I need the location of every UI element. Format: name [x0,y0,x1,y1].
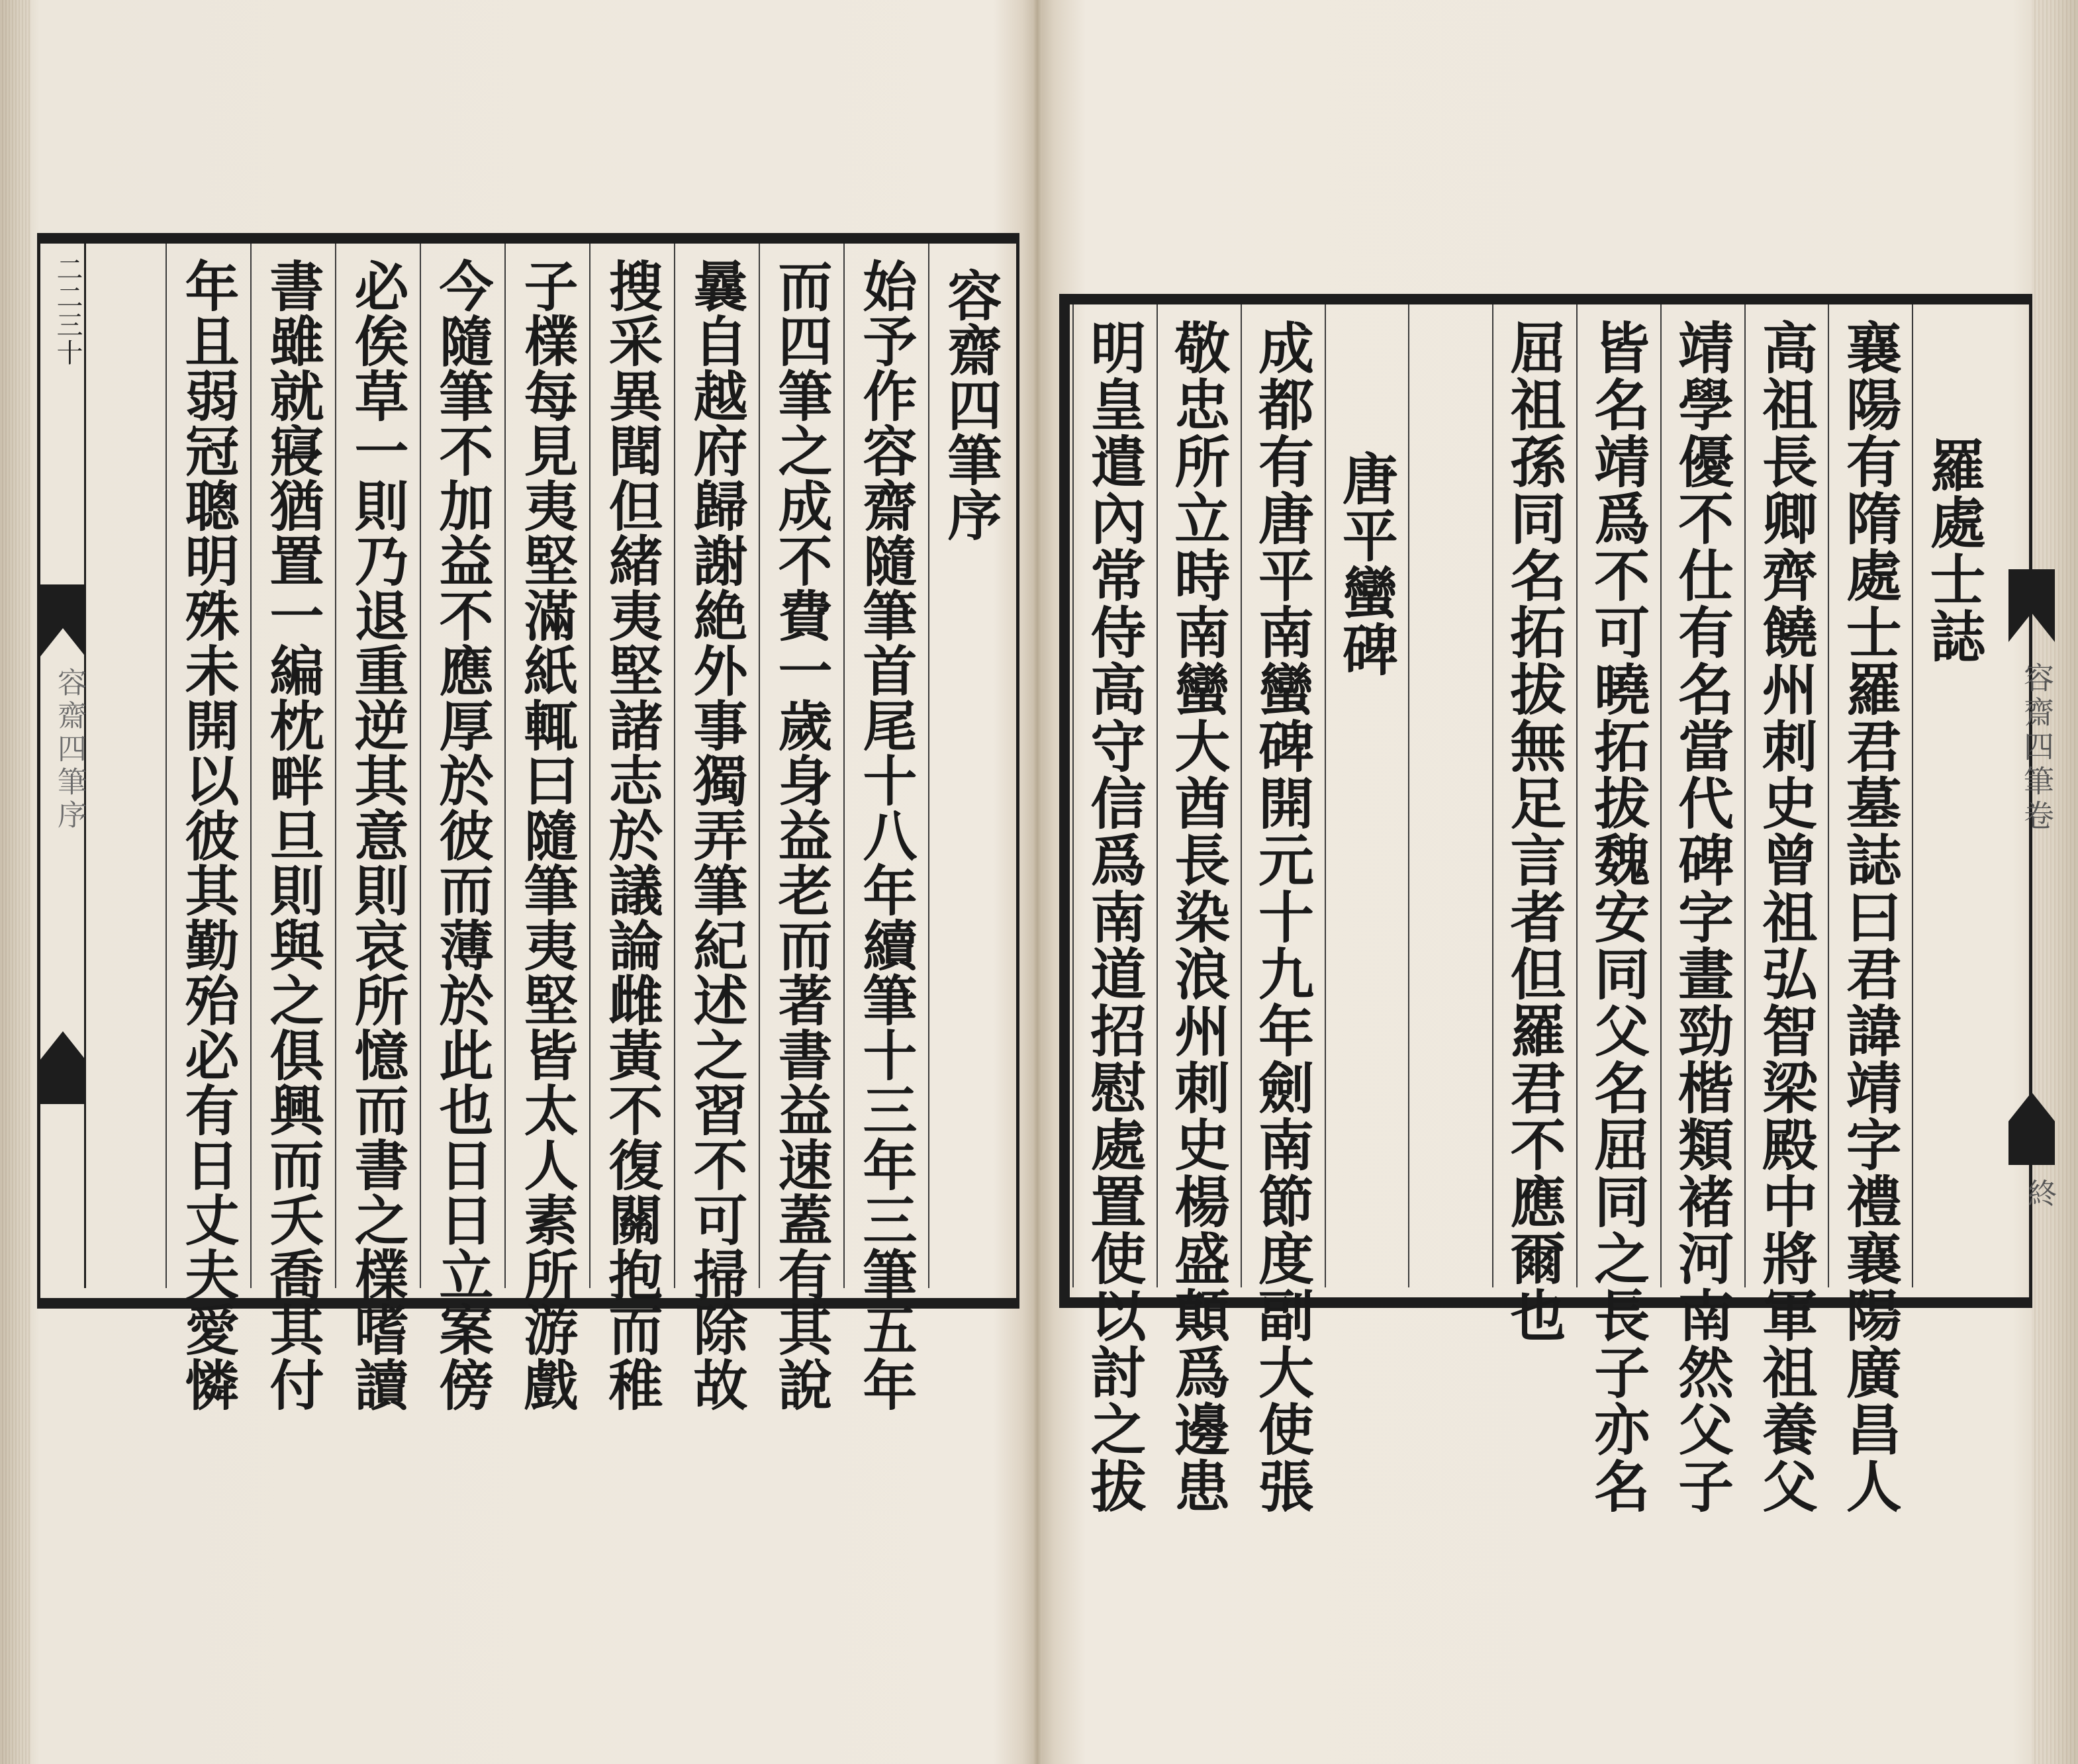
left-page-fore-edge [40,244,86,1288]
column-text: 皆名靖爲不可曉拓拔魏安同父名屈同之長子亦名 [1585,319,1651,1514]
text-column [1157,304,1241,1514]
text-column [928,244,1013,1288]
fish-tail-bottom-mark [40,1031,86,1104]
page-number: 二二三十 [52,255,83,367]
text-column [1660,304,1744,1514]
column-text: 靖學優不仕有名當代碑字畫勁楷類褚河南然父子 [1669,319,1735,1514]
column-text: 搜采異聞但緒夷堅諸志於議論雌黃不復關抱而稚 [600,258,663,1412]
right-page-text [1072,304,1996,1514]
fish-tail-top-mark [40,584,86,657]
column-text: 書雖就寢猶置一編枕畔旦則與之俱興而夭喬其付 [261,258,324,1412]
column-text: 高祖長卿齊饒州刺史曾祖弘智梁殿中將軍祖養父 [1753,319,1819,1514]
text-column [165,244,250,1412]
text-column [589,244,674,1412]
section-heading: 羅處士誌 [1921,437,1987,665]
preface-title: 容齋四筆序 [939,267,1002,542]
text-column [759,244,843,1412]
text-column-blank [1408,304,1492,1287]
column-text: 子檏每見夷堅滿紙輒曰隨筆夷堅皆太人素所游戲 [515,258,579,1412]
column-text: 今隨筆不加益不應厚於彼而薄於此也日日立案傍 [430,258,494,1412]
column-text: 曩自越府歸謝絶外事獨弄筆紀述之習不可掃除故 [685,258,748,1412]
column-text: 敬忠所立時南蠻大酋長染浪州刺史楊盛顛爲邊患 [1165,319,1231,1514]
text-column [1325,304,1409,1287]
column-text: 襄陽有隋處士羅君墓誌曰君諱靖字禮襄陽廣昌人 [1837,319,1903,1514]
left-page-text [89,244,1013,1412]
text-column [250,244,335,1412]
column-text: 年且弱冠聰明殊未開以彼其勤殆必有日丈夫愛憐 [176,258,240,1412]
text-column [1828,304,1912,1514]
column-text: 必俟草一則乃退重逆其意則哀所憶而書之檏嗜讀 [346,258,409,1412]
left-page-edge [0,0,30,1764]
text-column [843,244,928,1412]
fish-tail-top-mark [2008,569,2055,642]
text-column [1744,304,1828,1514]
fore-edge-title: 容齋四筆序 [52,667,86,833]
text-column [504,244,589,1412]
column-text: 明皇遣內常侍高守信爲南道招慰處置使以討之拔 [1081,319,1147,1514]
column-text: 始予作容齋隨筆首尾十八年續筆十三年三筆五年 [854,258,918,1412]
text-column [674,244,759,1412]
volume-mark: 終 [2022,1178,2056,1207]
fish-tail-bottom-mark [2008,1092,2055,1165]
section-heading: 唐平蠻碑 [1333,450,1399,678]
book-gutter [1033,0,1042,1764]
column-text: 屈祖孫同名拓拔無足言者但羅君不應爾也 [1501,319,1567,1344]
column-text: 而四筆之成不費一歲身益老而著書益速蓋有其說 [769,258,833,1412]
text-column [420,244,504,1412]
fore-edge-title: 容齋四筆卷 [2019,662,2055,834]
text-column [1576,304,1660,1514]
text-column [1912,304,1996,1287]
text-column [1072,304,1157,1514]
text-column [335,244,420,1412]
text-column [1241,304,1325,1514]
right-page-fore-edge [2008,304,2055,1287]
column-text: 成都有唐平南蠻碑開元十九年劍南節度副大使張 [1249,319,1315,1514]
text-column [1492,304,1576,1344]
